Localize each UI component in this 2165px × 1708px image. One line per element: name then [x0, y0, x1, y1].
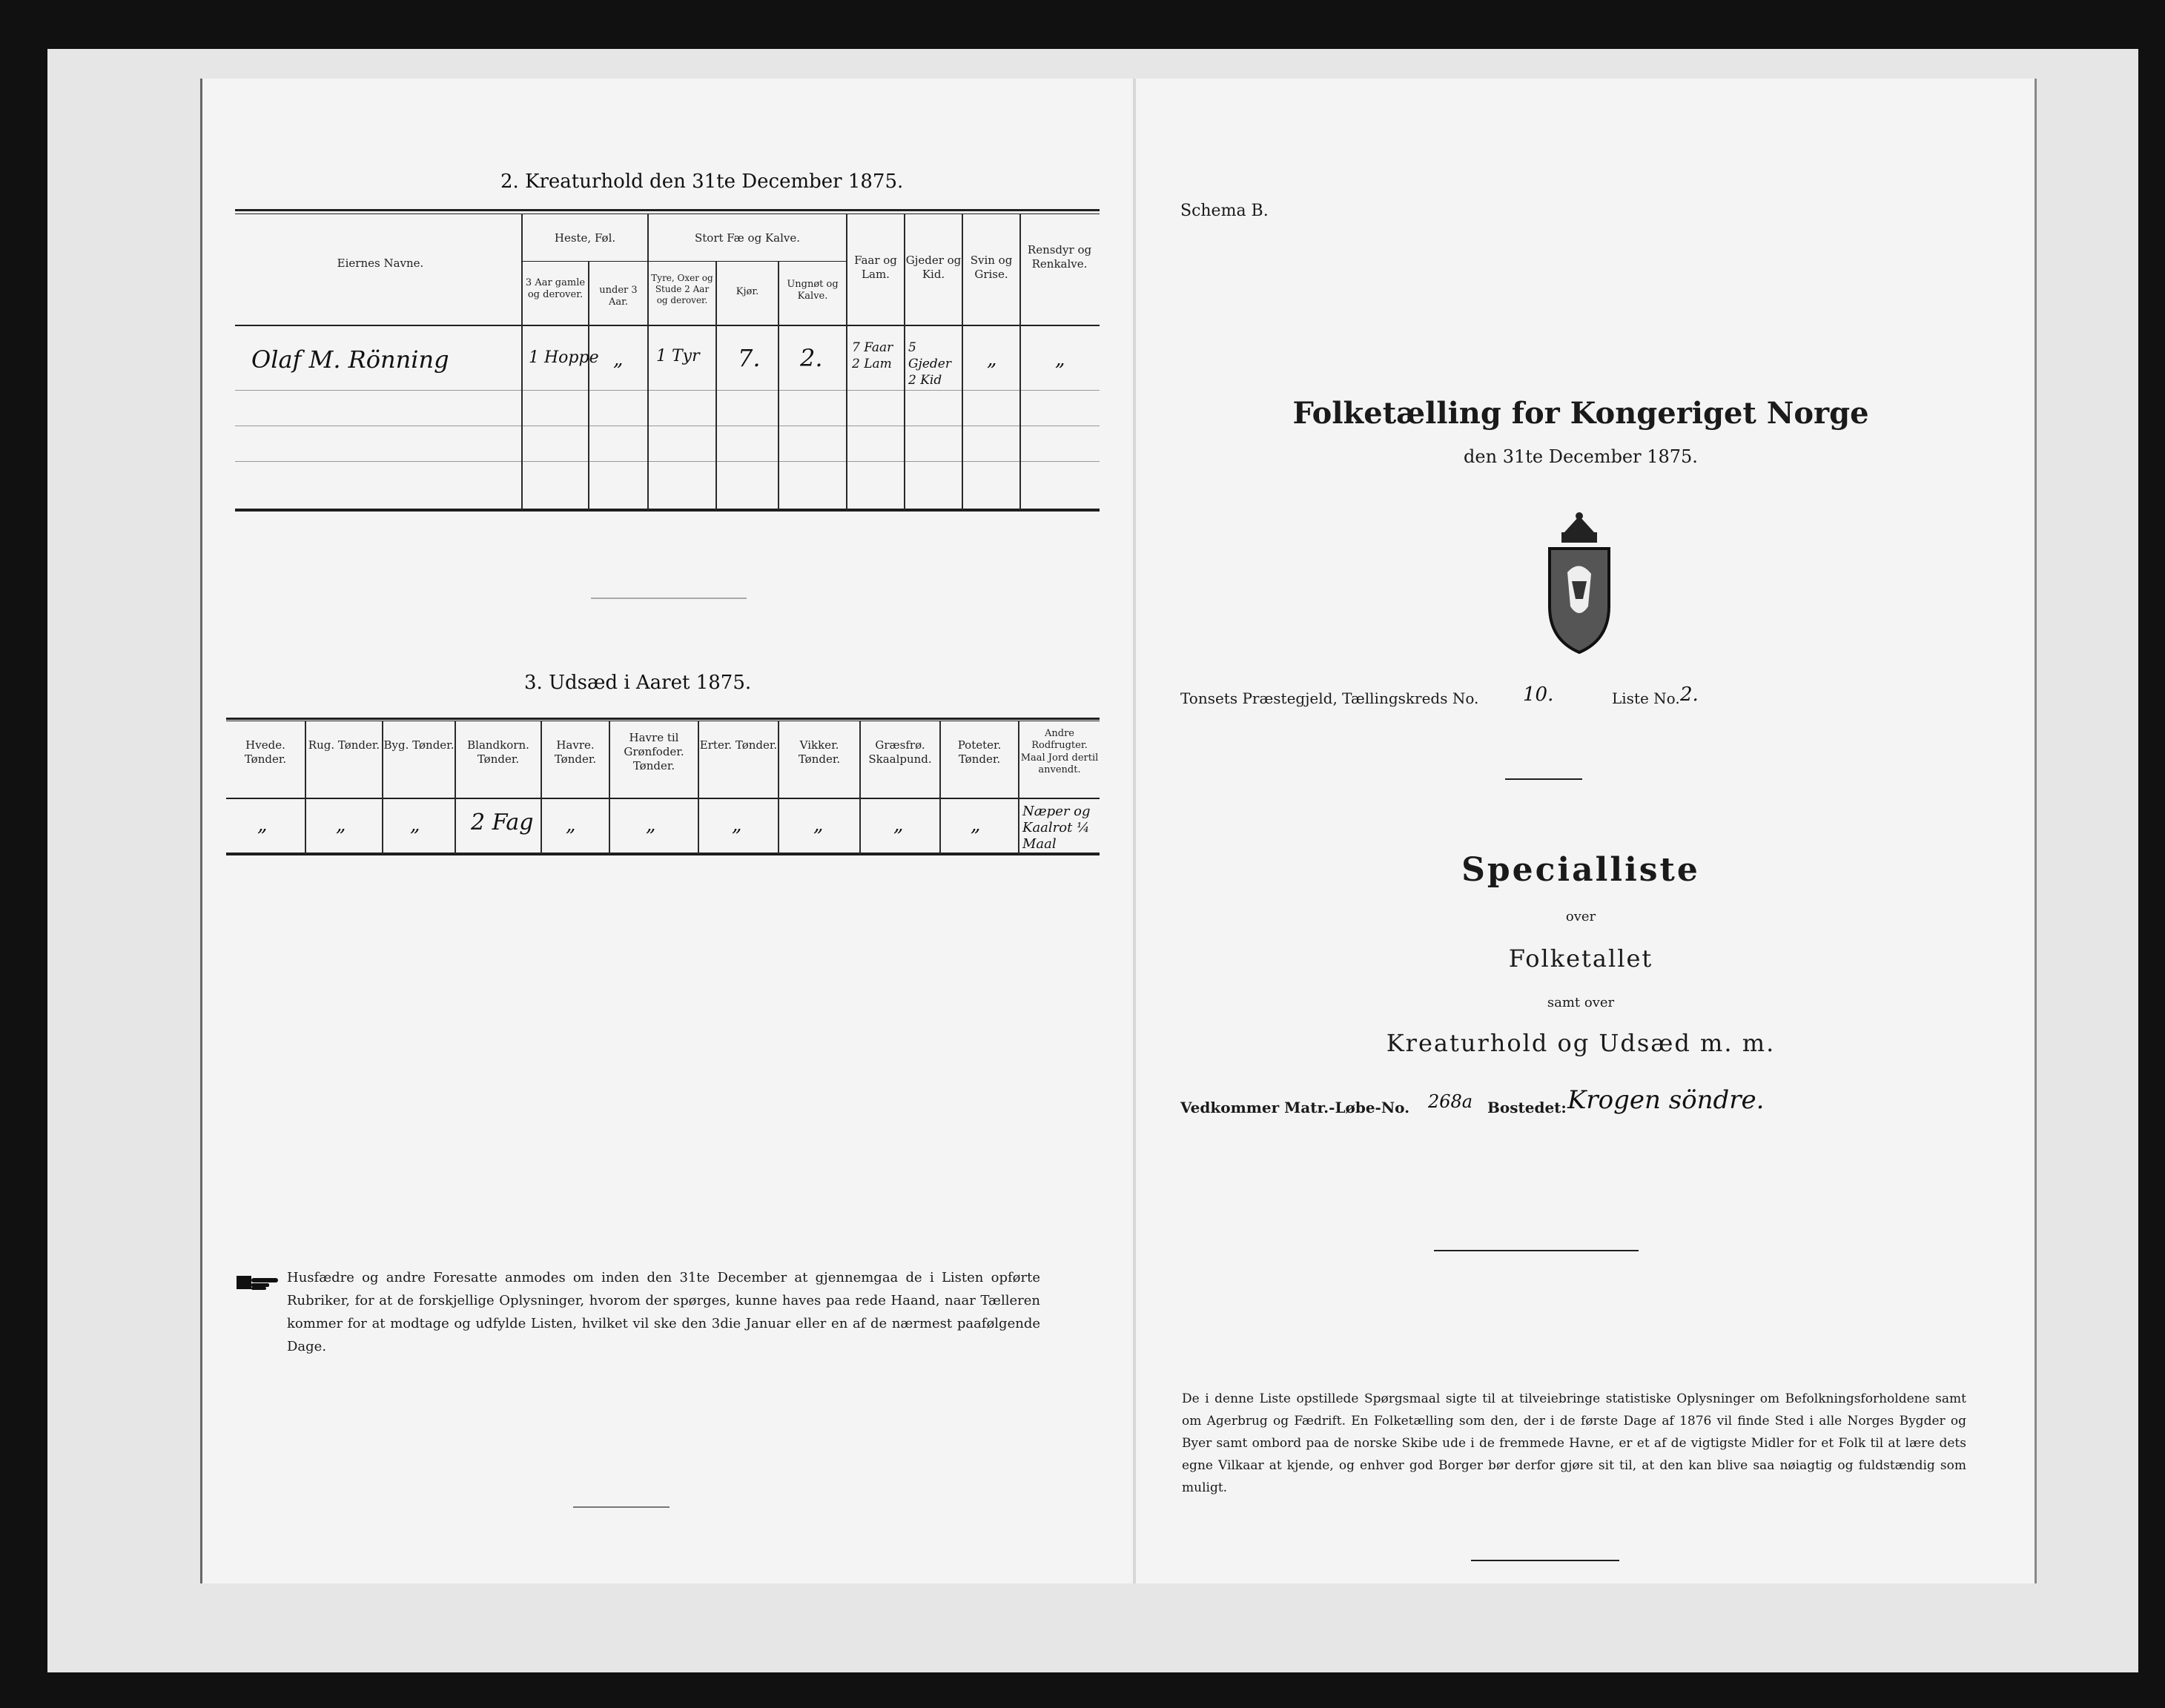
value-root-crops: Næper og Kaalrot ¼ Maal: [1022, 804, 1091, 852]
header-goats: Gjeder og Kid.: [905, 254, 962, 281]
section3-title: 3. Udsæd i Aaret 1875.: [524, 672, 752, 694]
value-vetch: „: [813, 814, 824, 836]
value-green-fodder: „: [646, 814, 656, 836]
header-barley: Byg. Tønder.: [383, 738, 455, 752]
census-date: den 31te December 1875.: [1464, 446, 1698, 467]
header-mixed-grain: Blandkorn. Tønder.: [467, 738, 529, 766]
value-cows: 7.: [738, 344, 761, 372]
right-page: [1136, 79, 2037, 1583]
value-sheep: 7 Faar 2 Lam: [852, 340, 893, 371]
table2-header-rule: [235, 325, 1100, 326]
liste-number: 2.: [1680, 683, 1699, 706]
matr-label: Vedkommer Matr.-Løbe-No.: [1180, 1099, 1410, 1116]
header-owner: Eiernes Navne.: [337, 256, 424, 270]
matr-number: 268a: [1428, 1091, 1473, 1112]
value-goats: 5 Gjeder 2 Kid: [908, 340, 951, 388]
district-number: 10.: [1523, 683, 1554, 706]
header-cows: Kjør.: [736, 286, 759, 297]
kreaturhold-title: Kreaturhold og Udsæd m. m.: [1386, 1029, 1776, 1057]
header-bulls: Tyre, Oxer og Stude 2 Aar og derover.: [651, 273, 713, 305]
left-page: [200, 79, 1138, 1583]
header-calves: Ungnøt og Kalve.: [787, 279, 839, 302]
notice-text: Husfædre og andre Foresatte anmodes om inden den 31te December at gjennemgaa de i Listen opførte Rubriker, for at de forskjellige Oplysninger, hvorom der spørges, kunne haves paa rede Haand, naar Tælleren kommer for at modtage og udfylde Listen, hvilket vil ske den 3die Januar eller en af de nærmest paafølgende Dage.: [287, 1270, 1040, 1354]
owner-name: Olaf M. Rönning: [251, 345, 449, 374]
pointing-hand-icon: [237, 1274, 280, 1291]
value-peas: „: [732, 814, 742, 836]
specialliste-title: Specialliste: [1461, 851, 1700, 889]
samt-over: samt over: [1547, 995, 1615, 1010]
header-rye: Rug. Tønder.: [308, 738, 380, 752]
value-bulls: 1 Tyr: [656, 347, 700, 365]
value-reindeer: „: [1055, 348, 1065, 371]
header-pigs: Svin og Grise.: [970, 254, 1013, 281]
header-grass-seed: Græsfrø. Skaalpund.: [868, 738, 932, 766]
value-barley: „: [410, 814, 420, 836]
header-root-crops: Andre Rodfrugter. Maal Jord dertil anvendt.: [1020, 728, 1099, 775]
header-potatoes: Poteter. Tønder.: [957, 738, 1002, 766]
value-oats: „: [566, 814, 576, 836]
coat-of-arms-icon: [1542, 510, 1616, 658]
header-horses-young: under 3 Aar.: [599, 285, 638, 308]
value-mixed-grain: 2 Fag: [471, 810, 534, 835]
header-horses-adult: 3 Aar gamle og derover.: [525, 277, 586, 301]
header-cattle: Stort Fæ og Kalve.: [694, 231, 801, 245]
census-title: Folketælling for Kongeriget Norge: [1292, 396, 1869, 431]
liste-label: Liste No.: [1612, 689, 1680, 707]
header-horses: Heste, Føl.: [554, 231, 616, 245]
table2-bottom-rule: [235, 509, 1100, 512]
value-wheat: „: [257, 814, 268, 836]
header-wheat: Hvede. Tønder.: [244, 738, 287, 766]
header-peas: Erter. Tønder.: [699, 738, 778, 752]
header-sheep: Faar og Lam.: [854, 254, 897, 281]
value-pigs: „: [987, 348, 997, 371]
bosted-label: Bostedet:: [1487, 1099, 1567, 1116]
value-potatoes: „: [971, 814, 981, 836]
folketallet-title: Folketallet: [1508, 944, 1653, 973]
header-vetch: Vikker. Tønder.: [798, 738, 841, 766]
section2-title: 2. Kreaturhold den 31te December 1875.: [500, 171, 904, 193]
schema-label: Schema B.: [1180, 202, 1269, 220]
header-reindeer: Rensdyr og Renkalve.: [1027, 243, 1092, 271]
value-grass-seed: „: [893, 814, 904, 836]
district-prefix: Tonsets Præstegjeld, Tællingskreds No.: [1180, 689, 1479, 707]
separator: [591, 598, 747, 599]
header-oats: Havre. Tønder.: [554, 738, 597, 766]
value-horses-adult: 1 Hoppe: [529, 348, 599, 367]
bosted-value: Krogen söndre.: [1567, 1085, 1765, 1115]
over-1: over: [1565, 909, 1596, 924]
value-horses-young: „: [613, 348, 624, 371]
footer-text: De i denne Liste opstillede Spørgsmaal sigte til at tilveiebringe statistiske Oplysninger om Befolkningsforholdene samt om Agerbrug og Fædrift. En Folketælling som den, der i de første Dage af 1876 vil finde Sted i alle Norges Bygder og Byer samt ombord paa de norske Skibe ude i de fremmede Havne, er et af de vigtigste Midler for et Folk til at lære dets egne Vilkaar at kjende, og enhver god Borger bør derfor gjøre sit til, at den kan blive saa nøiagtig og fuldstændig som muligt.: [1182, 1391, 1966, 1495]
table2-top-rule: [235, 209, 1100, 211]
value-calves: 2.: [800, 344, 823, 372]
header-green-fodder: Havre til Grønfoder. Tønder.: [624, 731, 684, 772]
value-rye: „: [336, 814, 346, 836]
